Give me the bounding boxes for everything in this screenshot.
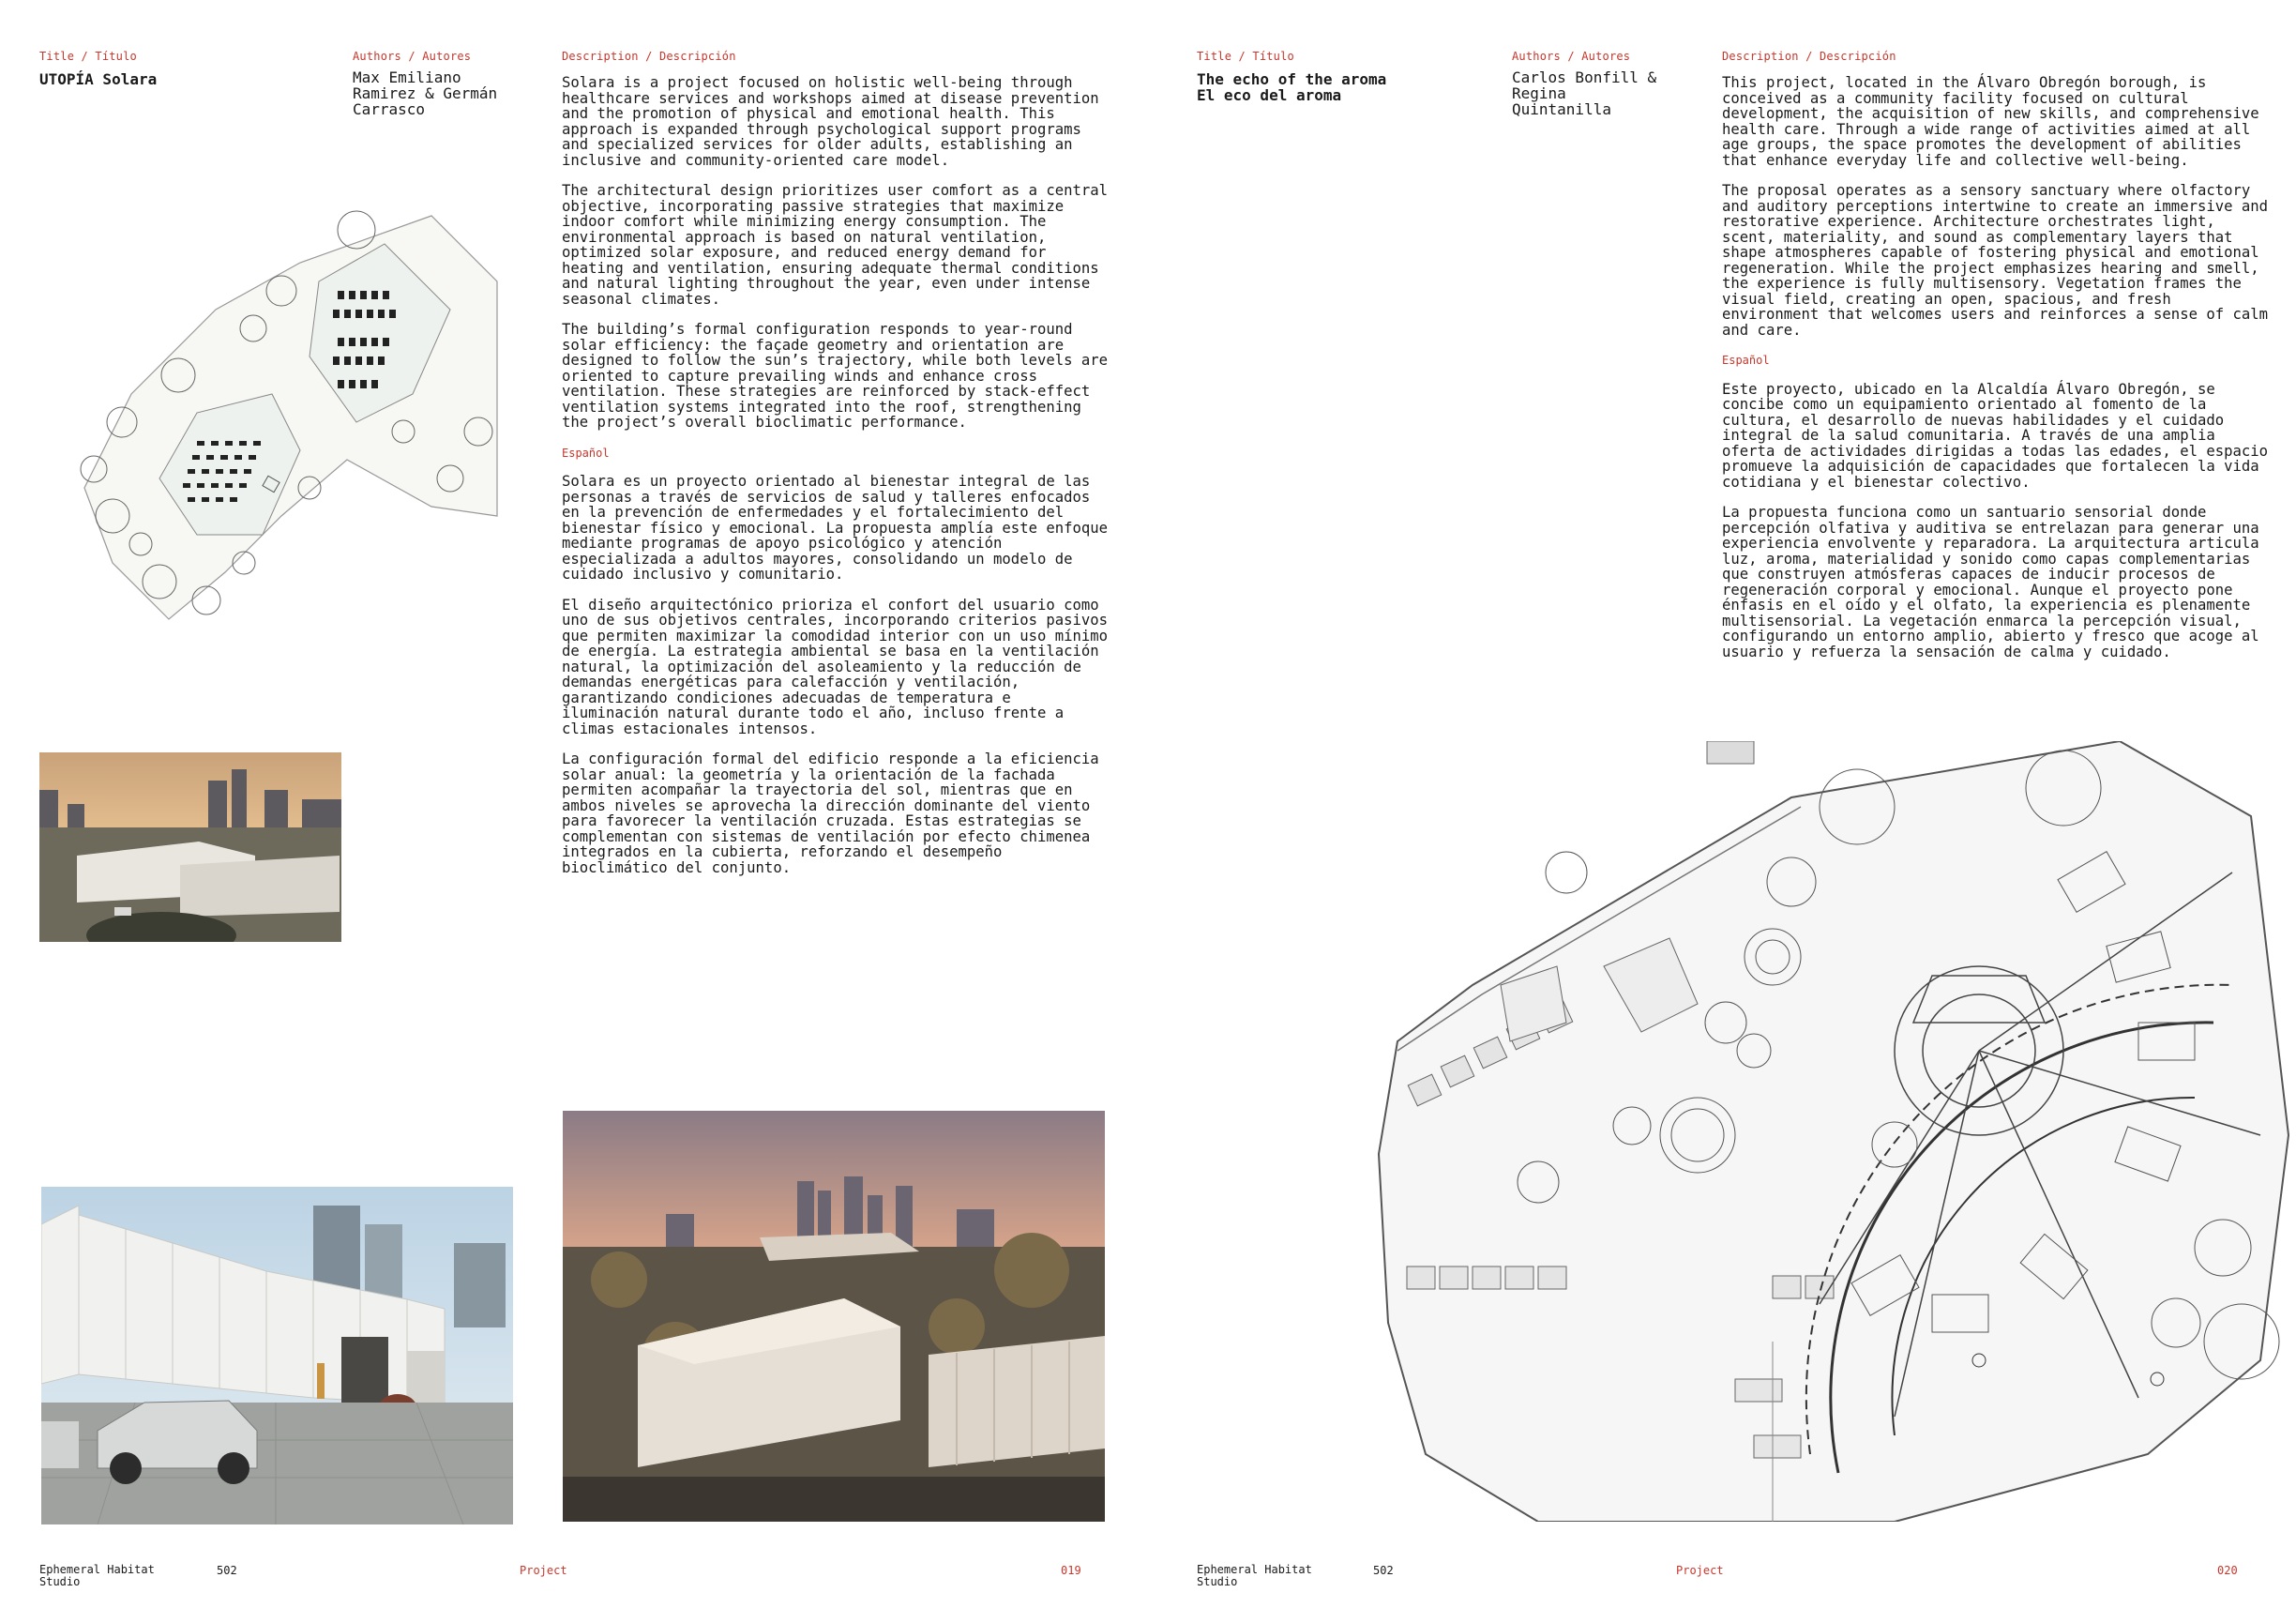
desc-es-1: Este proyecto, ubicado en la Alcaldía Álvaro Obregón, se concibe como un equipamiento orientado al fomento de la cultura, el desarrollo de nuevas habilidades y el cuidado integral de la salud comunitaria. A través de una amplia oferta de actividades dirigidas a todas las edades, el espacio promueve la adquisición de capacidades que fortalecen la vida cotidiana y el bienestar colectivo. xyxy=(1722,380,2269,491)
desc-es-2: El diseño arquitectónico prioriza el confort del usuario como uno de sus objetivos centrales, incorporando criterios pasivos que permiten maximizar la comodidad interior con un uso mínimo de energía. La estrategia ambiental se basa en la ventilación natural, la optimización del asoleamiento y la reducción de demandas energéticas para calefacción y ventilación, garantizando condiciones adecuadas de temperatura e iluminación natural durante todo el año, incluso frente a climas estacionales intensos. xyxy=(562,596,1109,737)
site-plan-drawing xyxy=(56,206,506,638)
desc-en-2: The architectural design prioritizes user comfort as a central objective, incorporating passive strategies that maximize indoor comfort while minimizing energy consumption. The environmental approach is based on natural ventilation, optimized solar exposure, and reduced energy demand for heating and ventilation, ensuring adequate thermal conditions and natural lighting throughout the year, even under intense seasonal climates. xyxy=(562,182,1109,308)
authors-label: Authors / Autores xyxy=(353,50,472,63)
desc-es-2: La propuesta funciona como un santuario sensorial donde percepción olfativa y auditiva se entrelazan para generar una experiencia envolvente y reparadora. La arquitectura articula luz, aroma, materialidad y sonido como capas complementarias que construyen atmósferas capaces de inducir procesos de regeneración corporal y emocional. Aunque el proyecto pone énfasis en el oído y el olfato, la experiencia es plenamente multisensorial. La vegetación enmarca la percepción visual, configurando un entorno amplio, abierto y fresco que acoge al usuario y refuerza la sensación de calma y cuidado. xyxy=(1722,504,2259,660)
project-title: UTOPÍA Solara xyxy=(39,70,158,88)
project-description xyxy=(1722,75,2270,675)
render-sunset-aerial xyxy=(563,1111,1105,1522)
desc-es-3: La configuración formal del edificio responde a la eficiencia solar anual: la geometría y la orientación de la fachada permiten acompañar la trayectoria del sol, mientras que en ambos niveles se aprovecha la dirección dominante del viento para favorecer la ventilación cruzada. Estas estrategias se complementan con sistemas de ventilación por efecto chimenea integrados en la cubierta, reforzando el desempeño bioclimático del conjunto. xyxy=(562,751,1099,876)
floor-plan-drawing xyxy=(1369,741,2292,1522)
section-spanish-label: Español xyxy=(562,446,610,460)
project-description xyxy=(562,75,1115,890)
desc-es-1: Solara es un proyecto orientado al bienestar integral de las personas a través de servicios de salud y talleres enfocados en la prevención de enfermedades y el fortalecimiento del bienestar físico y emocional. La propuesta amplía este enfoque mediante programas de apoyo psicológico y atención especializada a adultos mayores, consolidando un modelo de cuidado inclusivo y comunitario. xyxy=(562,473,1109,583)
title-label: Title / Título xyxy=(1197,50,1294,63)
desc-en-3: The building’s formal configuration responds to year-round solar efficiency: the façade geometry and orientation are designed to follow the sun’s trajectory, while both levels are oriented to capture prevailing winds and enhance cross ventilation. These strategies are reinforced by stack-effect ventilation systems integrated into the roof, strengthening the project’s overall bioclimatic performance. xyxy=(562,321,1109,431)
footer-issue-number: 502 xyxy=(217,1564,237,1577)
description-label: Description / Descripción xyxy=(1722,50,1896,63)
project-authors: Max Emiliano Ramirez & Germán Carrasco xyxy=(353,68,498,118)
footer-section-label: Project xyxy=(520,1564,567,1577)
footer-page-number: 019 xyxy=(1061,1564,1081,1577)
desc-en-1: This project, located in the Álvaro Obregón borough, is conceived as a community facility focused on cultural development, the acquisition of new skills, and comprehensive health care. Through a wide range of activities aimed at all age groups, the space promotes the development of abilities that enhance everyday life and collective well-being. xyxy=(1722,74,2259,169)
section-spanish-label: Español xyxy=(1722,354,1770,367)
footer-page-number: 020 xyxy=(2217,1564,2238,1577)
desc-en-2: The proposal operates as a sensory sanctuary where olfactory and auditory perceptions intertwine to create an immersive and restorative experience. Architecture orchestrates light, scent, materiality, and sound as complementary layers that shape atmospheres capable of fostering physical and emotional regeneration. While the project emphasizes hearing and smell, the experience is fully multisensory. Vegetation frames the visual field, creating an open, spacious, and fresh environment that welcomes users and reinforces a sense of calm and care. xyxy=(1722,182,2269,339)
footer-issue-number: 502 xyxy=(1373,1564,1394,1577)
authors-label: Authors / Autores xyxy=(1512,50,1631,63)
render-aerial-small xyxy=(39,752,341,942)
footer-studio-name: Ephemeral Habitat Studio xyxy=(39,1563,155,1588)
desc-en-1: Solara is a project focused on holistic well-being through healthcare services and workshops aimed at disease prevention and the promotion of physical and emotional health. This approach is expanded through psychological support programs and specialized services for older adults, establishing an inclusive and community-oriented care model. xyxy=(562,74,1099,169)
render-courtyard-entrance xyxy=(41,1187,513,1524)
page-right xyxy=(1148,0,2296,1623)
footer-section-label: Project xyxy=(1676,1564,1724,1577)
project-title: The echo of the aroma El eco del aroma xyxy=(1197,70,1387,104)
description-label: Description / Descripción xyxy=(562,50,736,63)
footer-studio-name: Ephemeral Habitat Studio xyxy=(1197,1563,1312,1588)
project-authors: Carlos Bonfill & Regina Quintanilla xyxy=(1512,68,1657,118)
title-label: Title / Título xyxy=(39,50,137,63)
